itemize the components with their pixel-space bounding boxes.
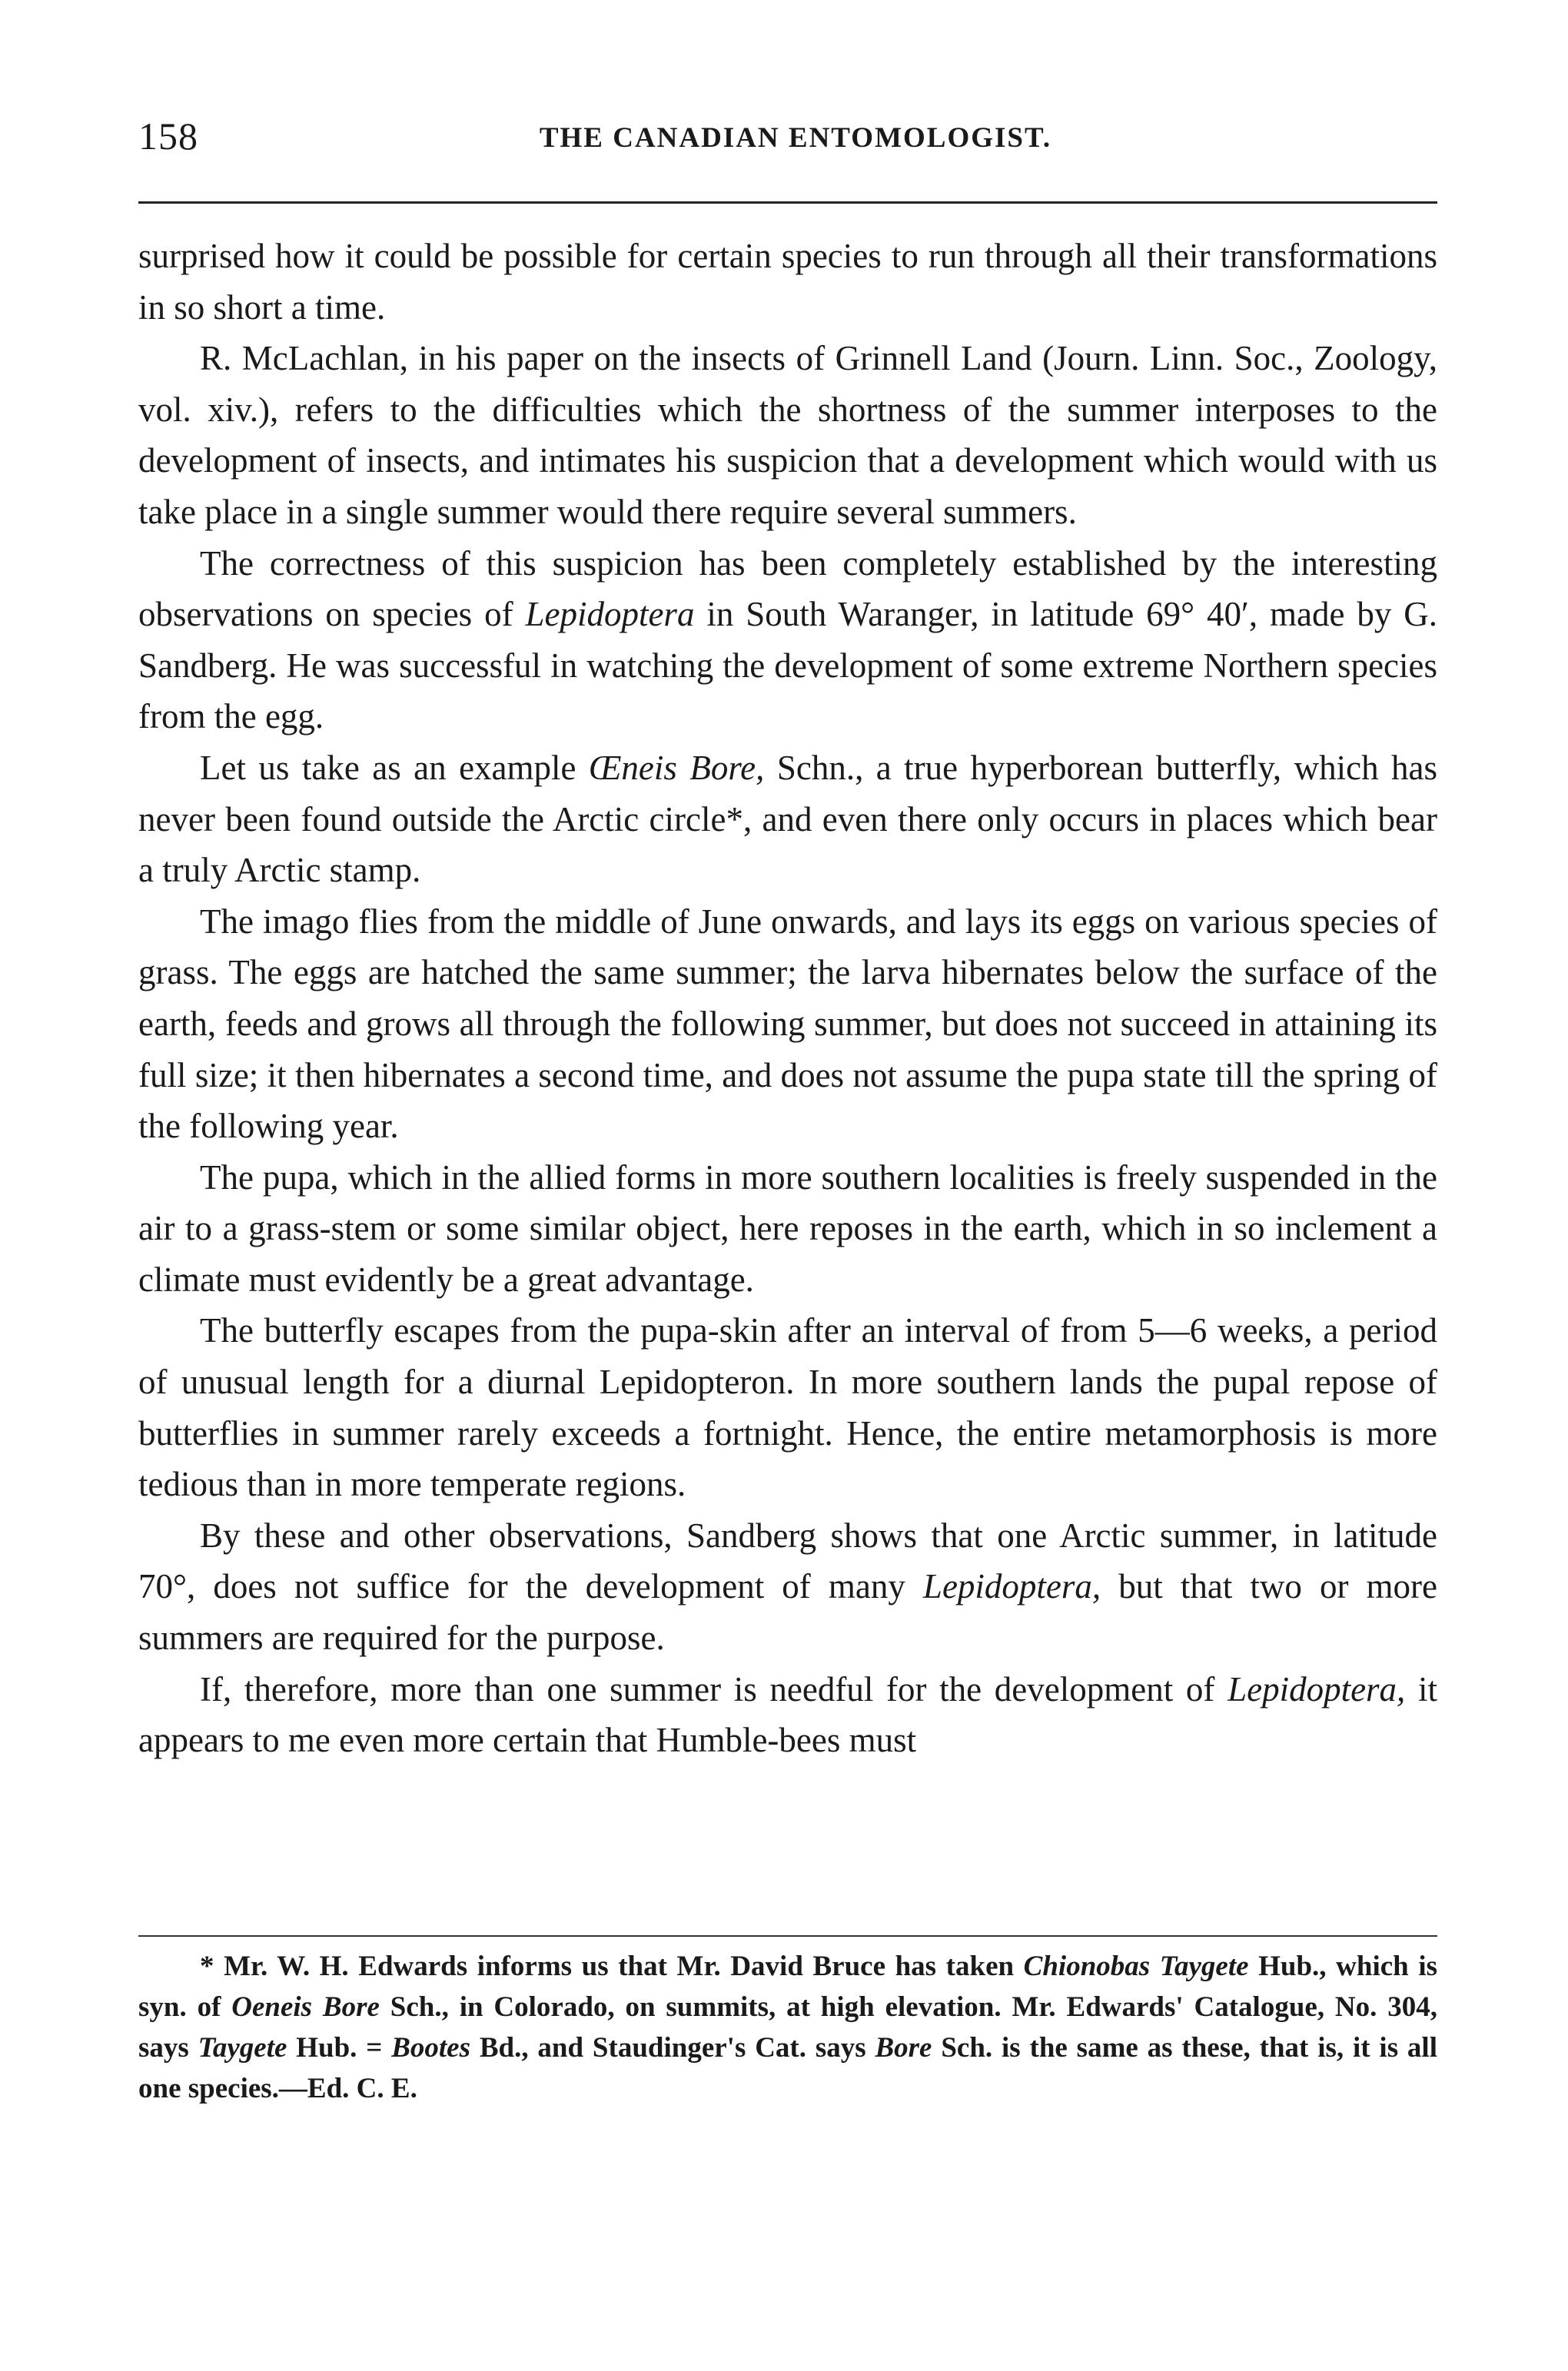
paragraph-imago: The imago flies from the middle of June onwards, and lays its eggs on various species of grass. The eggs are hatched the same summer; the larva hibernates below the surface of the earth, feeds and grows all through the following summer, but does not succeed in attaining its full size; it then hibernates a second time, and does not assume the pupa state till the spring of the following year. [138,902,1437,1146]
running-head: THE CANADIAN ENTOMOLOGIST. [539,122,1052,154]
footnote-text [138,1946,1437,2109]
footnote [138,1946,1437,2109]
italic-taxon: Œneis Bore, [588,748,765,787]
header-rule [138,201,1437,204]
italic-taxon: Chionobas Taygete [1023,1951,1249,1982]
italic-taxon: Lepidoptera, [922,1567,1101,1606]
text-run: Sch. is the same as these, that is, it is all one species.—Ed. C. E. [138,2032,1437,2104]
text-run: in South Waranger, in latitude 69° 40′, made by G. Sandberg. He was successful in watching the development of some extreme Northern species from the egg. [138,595,1437,736]
text-run: Let us take as an example [200,748,589,787]
italic-taxon: Lepidoptera [525,595,695,634]
paragraph-continued: surprised how it could be possible for certain species to run through all their transformations in so short a time. [138,237,1437,327]
italic-taxon: Taygete [198,2032,287,2064]
body-text [138,231,1437,1766]
text-run: Schn., a true hyperborean butterfly, which has never been found outside the Arctic circle*, and even there only occurs in places which bear a truly Arctic stamp. [138,748,1438,890]
paragraph-oeneis-bore [138,742,1437,896]
text-run: it appears to me even more certain that Humble-bees must [138,1669,1437,1760]
text-run: but that two or more summers are required for the purpose. [138,1567,1438,1658]
page-number: 158 [138,115,198,158]
text-run: The correctness of this suspicion has been completely established by the interesting observations on species of [138,543,1437,634]
text-run: Sch., in Colorado, on summits, at high elevation. Mr. Edwards' Catalogue, No. 304, says [138,1991,1437,2064]
text-run: If, therefore, more than one summer is needful for the development of [200,1669,1228,1709]
paragraph-sandberg [138,538,1437,742]
italic-taxon: Oeneis Bore [231,1991,380,2023]
paragraph-butterfly: The butterfly escapes from the pupa-skin after an interval of from 5—6 weeks, a period of unusual length for a diurnal Lepidopteron. In more southern lands the pupal repose of butterflies in summer rarely exceeds a fortnight. Hence, the entire metamorphosis is more tedious than in more temperate regions. [138,1311,1437,1504]
text-run: Bd., and Staudinger's Cat. says [470,2032,875,2064]
paragraph-humble-bees [138,1664,1437,1766]
italic-taxon: Bootes [391,2032,470,2064]
text-run: * Mr. W. H. Edwards informs us that Mr. David Bruce has taken [200,1951,1024,1982]
paragraph-pupa: The pupa, which in the allied forms in more southern localities is freely suspended in the air to a grass-stem or some similar object, here reposes in the earth, which in so inclement a climate must evidently be a great advantage. [138,1157,1437,1299]
italic-taxon: Lepidoptera, [1227,1669,1406,1709]
text-run: Hub. = [287,2032,392,2064]
footnote-rule [138,1935,1437,1937]
italic-taxon: Bore [875,2032,932,2064]
paragraph-mclachlan: R. McLachlan, in his paper on the insects of Grinnell Land (Journ. Linn. Soc., Zoology, vol. xiv.), refers to the difficulties which the shortness of the summer interposes to the development of insects, and intimates his suspicion that a development which would with us take place in a single summer would there require several summers. [138,339,1437,531]
paragraph-observations [138,1510,1437,1664]
text-run: Hub., which is syn. of [138,1951,1437,2023]
text-run: By these and other observations, Sandberg shows that one Arctic summer, in latitude 70°, does not suffice for the development of many [138,1516,1437,1606]
page-header [138,114,1437,168]
